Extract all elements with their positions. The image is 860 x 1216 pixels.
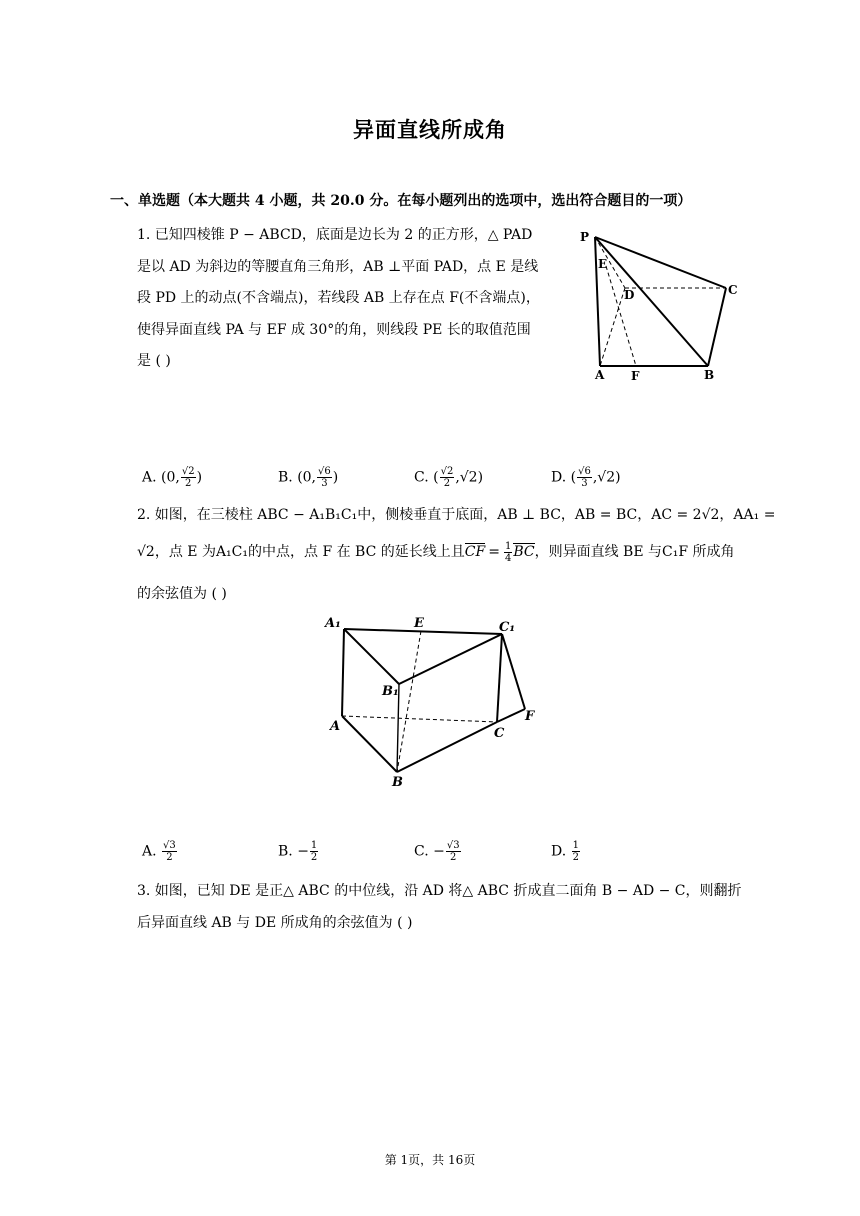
section-heading: 一、单选题（本大题共 4 小题，共 20.0 分。在每小题列出的选项中，选出符合题目的一项） bbox=[110, 193, 692, 209]
q2-option-b[interactable]: B. − $\frac{1}{2}$ bbox=[278, 840, 318, 863]
q1-option-b[interactable]: B. (0, $\frac{√6}{3}$ ) bbox=[278, 466, 339, 489]
q1-line: 段 PD 上的动点(不含端点)，若线段 AB 上存在点 F(不含端点)， bbox=[137, 290, 540, 306]
q1-label-p: P bbox=[580, 230, 590, 244]
q1-option-d[interactable]: D. ( $\frac{√6}{3}$ ,√2) bbox=[551, 466, 621, 489]
q2-label-c: C bbox=[494, 726, 505, 741]
q2-label-b1: B₁ bbox=[382, 684, 399, 699]
q1-label-e: E bbox=[598, 257, 608, 271]
q1-line: 使得异面直线 PA 与 EF 成 30°的角，则线段 PE 长的取值范围 bbox=[137, 321, 531, 338]
q2-label-e: E bbox=[414, 616, 424, 631]
q1-line: 1. 已知四棱锥 P − ABCD，底面是边长为 2 的正方形，△ PAD bbox=[137, 227, 533, 243]
q2-option-a[interactable]: A. $\frac{√3}{2}$ bbox=[142, 840, 176, 863]
question-3-text bbox=[137, 876, 742, 939]
q1-option-c[interactable]: C. ( $\frac{√2}{2}$ ,√2) bbox=[414, 466, 484, 489]
q3-line-1: 3. 如图，已知 DE 是正△ ABC 的中位线，沿 AD 将△ ABC 折成直二面角 B − AD − C，则翻折 bbox=[137, 883, 742, 899]
q2-label-a: A bbox=[330, 719, 341, 734]
q2-label-b: B bbox=[392, 775, 403, 790]
q1-pyramid-figure bbox=[580, 228, 750, 388]
page-footer: 第 1页，共 16页 bbox=[384, 1153, 476, 1167]
q2-option-c[interactable]: C. − $\frac{√3}{2}$ bbox=[414, 840, 460, 863]
q2-label-f: F bbox=[525, 709, 535, 724]
question-2-text bbox=[137, 500, 776, 532]
q2-label-a1: A₁ bbox=[325, 616, 341, 631]
q3-line-2: 后异面直线 AB 与 DE 所成角的余弦值为 ( ) bbox=[137, 914, 413, 931]
page-title: 异面直线所成角 bbox=[353, 117, 507, 142]
q2-label-c1: C₁ bbox=[499, 620, 516, 635]
q1-line: 是 ( ) bbox=[137, 353, 171, 369]
q1-label-f: F bbox=[631, 369, 640, 383]
question-2-line-2: √2，点 E 为A₁C₁的中点，点 F 在 BC 的延长线上且CF = $\frac{1}{4}$ BC，则异面直线 BE 与C₁F 所成角 bbox=[137, 540, 735, 564]
q1-line: 是以 AD 为斜边的等腰直角三角形，AB ⊥平面 PAD，点 E 是线 bbox=[137, 258, 539, 275]
vector-bc: BC bbox=[513, 544, 535, 560]
q1-option-a[interactable]: A. (0, $\frac{√2}{2}$ ) bbox=[142, 466, 203, 489]
q1-label-a: A bbox=[595, 368, 605, 382]
vector-cf: CF bbox=[464, 544, 486, 560]
q1-label-c: C bbox=[728, 283, 738, 297]
q2-prism-figure bbox=[322, 612, 542, 792]
q2-option-d[interactable]: D. $\frac{1}{2}$ bbox=[551, 840, 580, 863]
q2-line-1: 2. 如图，在三棱柱 ABC − A₁B₁C₁中，侧棱垂直于底面，AB ⊥ BC，AB = BC，AC = 2√2，AA₁ = bbox=[137, 507, 776, 523]
q1-label-d: D bbox=[624, 288, 635, 302]
question-2-line-3: 的余弦值为 ( ) bbox=[137, 586, 227, 602]
question-1-text bbox=[137, 220, 567, 378]
q1-label-b: B bbox=[704, 368, 715, 382]
